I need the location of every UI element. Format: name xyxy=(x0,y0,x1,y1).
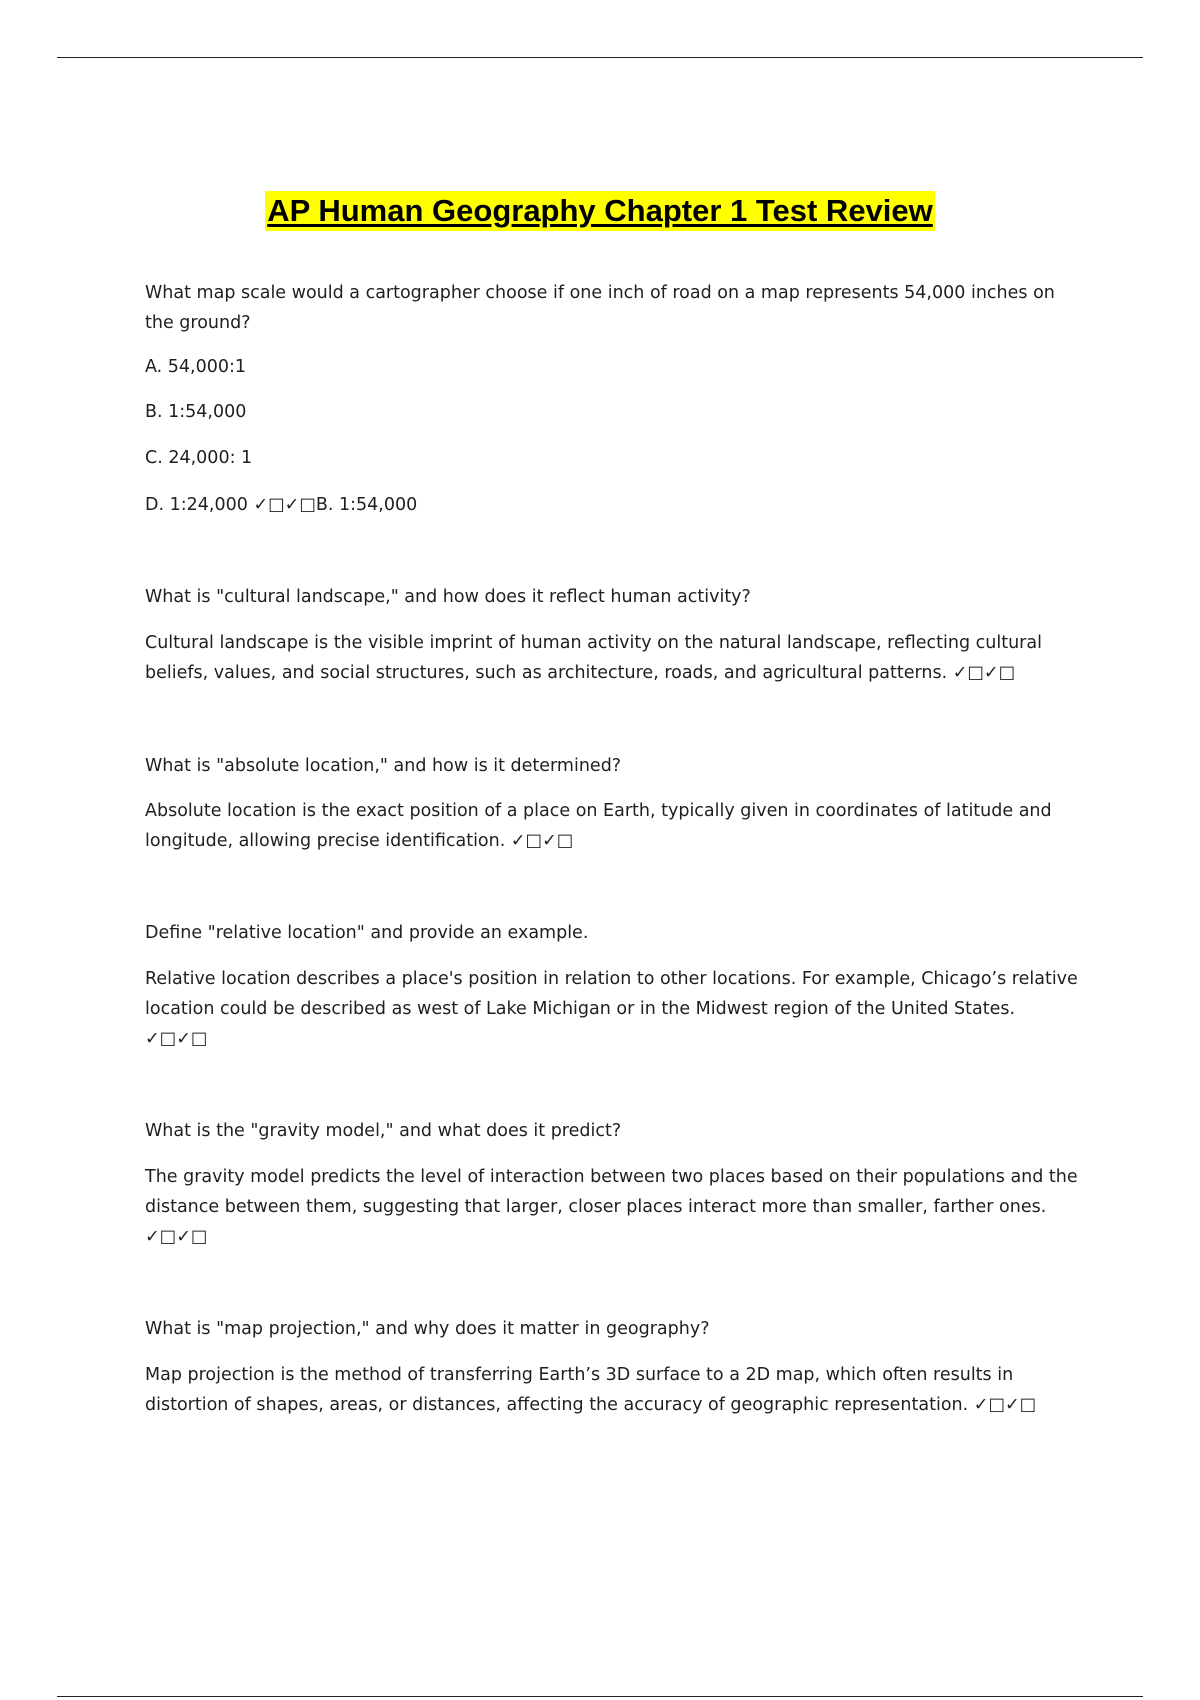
answer-marks: ✓□✓□ xyxy=(145,1029,208,1049)
question-2-answer: Cultural landscape is the visible imprint of human activity on the natural landscape, reflecting cultural beliefs, values, and social structures, such as architecture, roads, and agricultural patterns. xyxy=(145,633,1042,683)
question-6-answer-line xyxy=(145,1360,1080,1420)
question-1-text: What map scale would a cartographer choose if one inch of road on a map represents 54,000 inches on the ground? xyxy=(145,283,1055,333)
document-title: AP Human Geography Chapter 1 Test Review xyxy=(265,191,935,231)
title-container xyxy=(0,191,1200,231)
question-2-answer-line xyxy=(145,628,1080,688)
question-3-answer-line xyxy=(145,796,1080,856)
question-5-answer: The gravity model predicts the level of interaction between two places based on their populations and the distance between them, suggesting that larger, closer places interact more than smaller, farther ones. xyxy=(145,1167,1078,1217)
question-6-answer: Map projection is the method of transferring Earth’s 3D surface to a 2D map, which often results in distortion of shapes, areas, or distances, affecting the accuracy of geographic representation. xyxy=(145,1365,1014,1415)
question-3-text: What is "absolute location," and how is it determined? xyxy=(145,756,622,776)
answer-marks: ✓□✓□ xyxy=(145,1227,208,1247)
question-4-answer: Relative location describes a place's position in relation to other locations. For example, Chicago’s relative location could be described as west of Lake Michigan or in the Midwest region of the United States. xyxy=(145,969,1078,1019)
question-1-option-d: D. 1:24,000 xyxy=(145,495,248,515)
question-5-text: What is the "gravity model," and what does it predict? xyxy=(145,1121,622,1141)
answer-marks: ✓□✓□ xyxy=(253,495,316,515)
answer-marks: ✓□✓□ xyxy=(510,831,574,851)
question-4-text: Define "relative location" and provide an example. xyxy=(145,923,589,943)
question-3-answer: Absolute location is the exact position of a place on Earth, typically given in coordinates of latitude and longitude, allowing precise identification. xyxy=(145,801,1052,851)
bottom-rule xyxy=(57,1696,1143,1697)
question-6-text: What is "map projection," and why does it matter in geography? xyxy=(145,1319,710,1339)
answer-marks: ✓□✓□ xyxy=(952,663,1016,683)
question-2-text: What is "cultural landscape," and how does it reflect human activity? xyxy=(145,587,751,607)
question-1-option-a: A. 54,000:1 xyxy=(145,357,247,377)
question-1-option-d-line xyxy=(145,490,1080,520)
question-5-answer-line xyxy=(145,1162,1080,1252)
question-1-answer: B. 1:54,000 xyxy=(315,495,418,515)
answer-marks: ✓□✓□ xyxy=(973,1395,1037,1415)
top-rule xyxy=(57,57,1143,58)
question-4-answer-line xyxy=(145,964,1080,1054)
question-1-option-c: C. 24,000: 1 xyxy=(145,448,253,468)
question-1-option-b: B. 1:54,000 xyxy=(145,402,247,422)
